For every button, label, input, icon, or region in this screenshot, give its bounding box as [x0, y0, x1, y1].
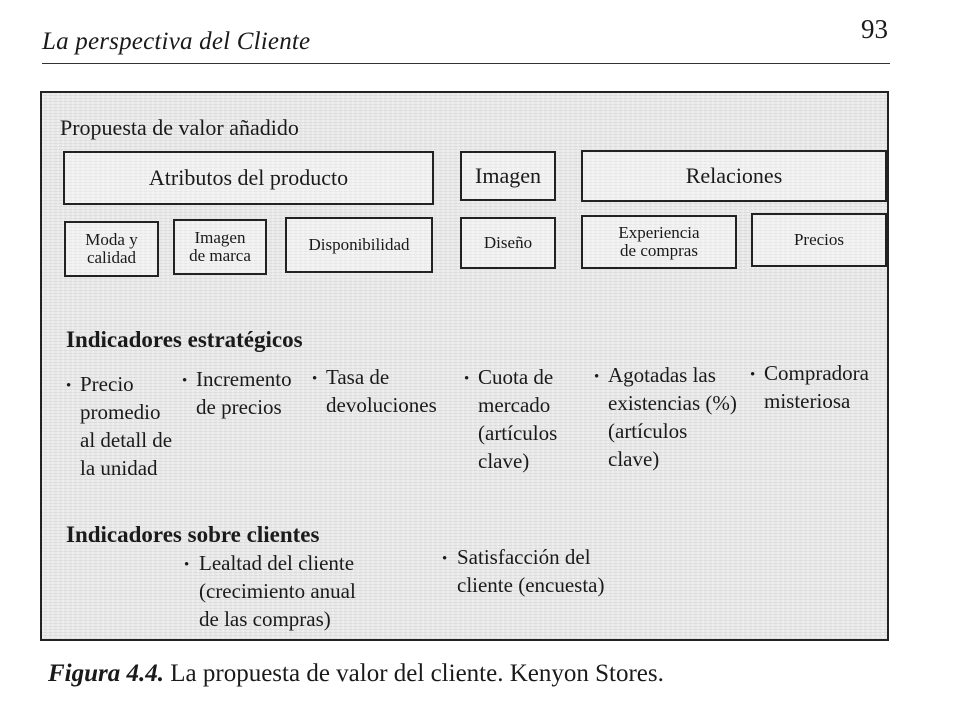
design-box: Diseño [460, 217, 556, 269]
customer-indicator-1: Lealtad del cliente (crecimiento anual de las compras) [199, 551, 356, 631]
figure-label: Figura 4.4. [48, 660, 165, 687]
shopping-experience-box: Experiencia de compras [581, 215, 737, 269]
page-number: 93 [861, 14, 888, 44]
strategic-bullet-2: • [182, 373, 188, 389]
prices-box: Precios [751, 213, 887, 267]
customer-bullet-1: • [184, 557, 190, 573]
strategic-bullet-1: • [66, 378, 72, 394]
figure-box [40, 91, 889, 641]
attributes-box: Atributos del producto [63, 151, 434, 205]
image-box: Imagen [460, 151, 556, 201]
strategic-bullet-6: • [750, 367, 756, 383]
strategic-bullet-5: • [594, 369, 600, 385]
customer-bullet-2: • [442, 551, 448, 567]
running-head: La perspectiva del Cliente [42, 28, 311, 55]
value-proposition-title: Propuesta de valor añadido [60, 115, 299, 140]
strategic-indicator-6: Compradora misteriosa [764, 361, 869, 413]
strategic-indicators-title: Indicadores estratégicos [66, 327, 303, 352]
figure-caption [48, 660, 664, 688]
availability-box: Disponibilidad [285, 217, 433, 273]
customer-indicator-2: Satisfacción del cliente (encuesta) [457, 545, 605, 597]
strategic-indicator-2: Incremento de precios [196, 367, 292, 419]
strategic-bullet-4: • [464, 371, 470, 387]
strategic-indicator-5: Agotadas las existencias (%) (artículos clave) [608, 363, 737, 471]
figure-content [54, 105, 875, 631]
brand-image-box: Imagen de marca [173, 219, 267, 275]
strategic-indicator-4: Cuota de mercado (artículos clave) [478, 365, 558, 473]
figure-caption-text: La propuesta de valor del cliente. Kenyon Stores. [164, 660, 664, 687]
strategic-bullet-3: • [312, 371, 318, 387]
fashion-quality-box: Moda y calidad [64, 221, 159, 277]
relations-box: Relaciones [581, 150, 887, 202]
header-rule [42, 63, 890, 64]
customer-indicators-title: Indicadores sobre clientes [66, 522, 320, 547]
strategic-indicator-1: Precio promedio al detall de la unidad [80, 372, 173, 480]
strategic-indicator-3: Tasa de devoluciones [326, 365, 437, 417]
